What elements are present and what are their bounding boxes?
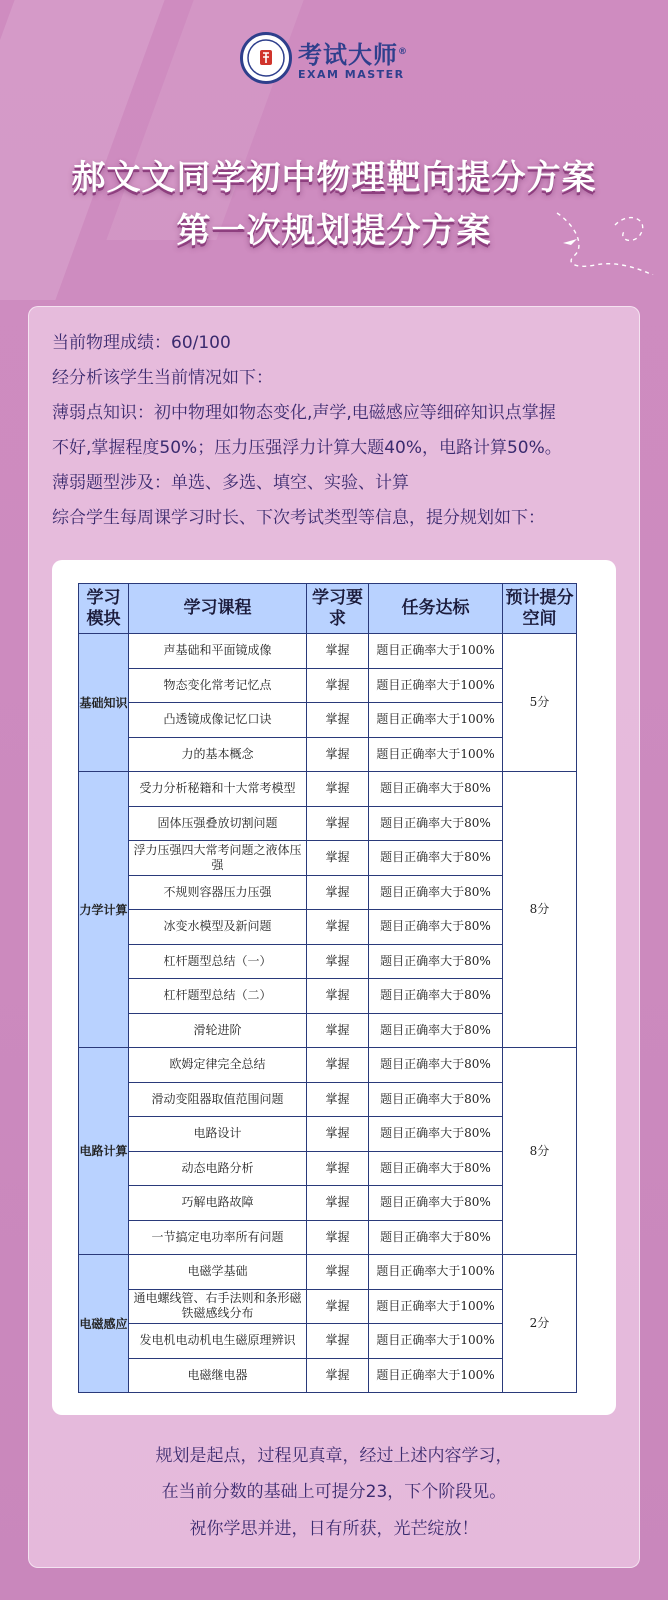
- table-row: [79, 1220, 577, 1255]
- module-cell: 电路计算: [79, 1048, 129, 1255]
- target-cell: 题目正确率大于100%: [369, 737, 503, 772]
- course-cell: 力的基本概念: [129, 737, 307, 772]
- target-cell: 题目正确率大于80%: [369, 1048, 503, 1083]
- course-cell: 杠杆题型总结（一）: [129, 944, 307, 979]
- analysis-heading: 经分析该学生当前情况如下：: [52, 368, 273, 388]
- requirement-cell: 掌握: [307, 1048, 369, 1083]
- course-cell: 固体压强叠放切割问题: [129, 806, 307, 841]
- closing-line-3: 祝你学思并进，日有所获，光芒绽放！: [189, 1519, 479, 1539]
- table-row: [79, 1151, 577, 1186]
- target-cell: 题目正确率大于80%: [369, 1117, 503, 1152]
- course-cell: 欧姆定律完全总结: [129, 1048, 307, 1083]
- weak-knowledge-line-1: 薄弱点知识：初中物理如物态变化,声学,电磁感应等细碎知识点掌握: [52, 403, 556, 423]
- requirement-cell: 掌握: [307, 1117, 369, 1152]
- table-row: [79, 1013, 577, 1048]
- target-cell: 题目正确率大于80%: [369, 841, 503, 876]
- table-row: [79, 772, 577, 807]
- table-row: [79, 1117, 577, 1152]
- course-cell: 凸透镜成像记忆口诀: [129, 703, 307, 738]
- student-analysis: [52, 326, 632, 536]
- requirement-cell: 掌握: [307, 806, 369, 841]
- paper-plane-icon: [555, 205, 655, 275]
- closing-line-1: 规划是起点，过程见真章，经过上述内容学习，: [155, 1446, 513, 1466]
- gain-cell: 5分: [503, 634, 577, 772]
- target-cell: 题目正确率大于100%: [369, 703, 503, 738]
- weak-question-types: 薄弱题型涉及：单选、多选、填空、实验、计算: [52, 473, 409, 493]
- course-cell: 受力分析秘籍和十大常考模型: [129, 772, 307, 807]
- course-cell: 物态变化常考记忆点: [129, 668, 307, 703]
- header-target: 任务达标: [369, 584, 503, 634]
- course-cell: 动态电路分析: [129, 1151, 307, 1186]
- requirement-cell: 掌握: [307, 1013, 369, 1048]
- course-cell: 浮力压强四大常考问题之液体压强: [129, 841, 307, 876]
- study-plan-table: [78, 583, 577, 1393]
- brand-name-en: EXAM MASTER: [298, 68, 405, 81]
- gain-cell: 2分: [503, 1255, 577, 1393]
- course-cell: 电磁学基础: [129, 1255, 307, 1290]
- target-cell: 题目正确率大于80%: [369, 1013, 503, 1048]
- table-row: [79, 1255, 577, 1290]
- target-cell: 题目正确率大于80%: [369, 1151, 503, 1186]
- course-cell: 声基础和平面镜成像: [129, 634, 307, 669]
- header-module: 学习模块: [79, 584, 129, 634]
- course-cell: 发电机电动机电生磁原理辨识: [129, 1324, 307, 1359]
- requirement-cell: 掌握: [307, 979, 369, 1014]
- table-row: [79, 910, 577, 945]
- page-subtitle: 第一次规划提分方案: [176, 211, 492, 251]
- target-cell: 题目正确率大于100%: [369, 1289, 503, 1324]
- requirement-cell: 掌握: [307, 944, 369, 979]
- header-gain: 预计提分空间: [503, 584, 577, 634]
- closing-line-2: 在当前分数的基础上可提分23，下个阶段见。: [161, 1482, 507, 1502]
- requirement-cell: 掌握: [307, 1151, 369, 1186]
- course-cell: 不规则容器压力压强: [129, 875, 307, 910]
- target-cell: 题目正确率大于80%: [369, 944, 503, 979]
- course-cell: 杠杆题型总结（二）: [129, 979, 307, 1014]
- target-cell: 题目正确率大于80%: [369, 772, 503, 807]
- requirement-cell: 掌握: [307, 1358, 369, 1393]
- course-cell: 滑动变阻器取值范围问题: [129, 1082, 307, 1117]
- course-cell: 电路设计: [129, 1117, 307, 1152]
- table-row: [79, 703, 577, 738]
- table-row: [79, 944, 577, 979]
- course-cell: 电磁继电器: [129, 1358, 307, 1393]
- table-row: [79, 806, 577, 841]
- table-row: [79, 668, 577, 703]
- requirement-cell: 掌握: [307, 1324, 369, 1359]
- table-row: [79, 737, 577, 772]
- module-cell: 基础知识: [79, 634, 129, 772]
- table-row: [79, 979, 577, 1014]
- table-row: [79, 875, 577, 910]
- target-cell: 题目正确率大于80%: [369, 806, 503, 841]
- course-cell: 通电螺线管、右手法则和条形磁铁磁感线分布: [129, 1289, 307, 1324]
- current-score: 当前物理成绩：60/100: [52, 333, 231, 353]
- target-cell: 题目正确率大于100%: [369, 1358, 503, 1393]
- table-row: [79, 1048, 577, 1083]
- target-cell: 题目正确率大于100%: [369, 1324, 503, 1359]
- course-cell: 冰变水模型及新问题: [129, 910, 307, 945]
- target-cell: 题目正确率大于100%: [369, 634, 503, 669]
- requirement-cell: 掌握: [307, 875, 369, 910]
- requirement-cell: 掌握: [307, 668, 369, 703]
- table-row: [79, 1186, 577, 1221]
- requirement-cell: 掌握: [307, 841, 369, 876]
- target-cell: 题目正确率大于100%: [369, 668, 503, 703]
- course-cell: 滑轮进阶: [129, 1013, 307, 1048]
- requirement-cell: 掌握: [307, 1186, 369, 1221]
- module-cell: 电磁感应: [79, 1255, 129, 1393]
- requirement-cell: 掌握: [307, 703, 369, 738]
- requirement-cell: 掌握: [307, 1255, 369, 1290]
- table-row: [79, 1082, 577, 1117]
- page-title: 郝文文同学初中物理靶向提分方案: [71, 158, 597, 198]
- target-cell: 题目正确率大于80%: [369, 1220, 503, 1255]
- target-cell: 题目正确率大于80%: [369, 1082, 503, 1117]
- table-row: [79, 841, 577, 876]
- gain-cell: 8分: [503, 1048, 577, 1255]
- study-plan-body: [79, 634, 577, 1393]
- weak-knowledge-line-2: 不好,掌握程度50%；压力压强浮力计算大题40%，电路计算50%。: [52, 438, 562, 458]
- target-cell: 题目正确率大于80%: [369, 910, 503, 945]
- target-cell: 题目正确率大于80%: [369, 979, 503, 1014]
- target-cell: 题目正确率大于80%: [369, 1186, 503, 1221]
- requirement-cell: 掌握: [307, 1289, 369, 1324]
- gain-cell: 8分: [503, 772, 577, 1048]
- table-row: [79, 634, 577, 669]
- course-cell: 一节搞定电功率所有问题: [129, 1220, 307, 1255]
- plan-summary: 综合学生每周课学习时长、下次考试类型等信息，提分规划如下：: [52, 508, 545, 528]
- brand-seal-icon: [240, 32, 292, 84]
- target-cell: 题目正确率大于80%: [369, 875, 503, 910]
- requirement-cell: 掌握: [307, 1082, 369, 1117]
- requirement-cell: 掌握: [307, 772, 369, 807]
- module-cell: 力学计算: [79, 772, 129, 1048]
- header-course: 学习课程: [129, 584, 307, 634]
- header-requirement: 学习要求: [307, 584, 369, 634]
- table-row: [79, 1289, 577, 1324]
- requirement-cell: 掌握: [307, 737, 369, 772]
- brand-name: 考试大师: [298, 41, 398, 69]
- registered-mark: ®: [398, 47, 408, 57]
- table-row: [79, 1324, 577, 1359]
- brand-logo: [240, 30, 408, 86]
- table-row: [79, 1358, 577, 1393]
- course-cell: 巧解电路故障: [129, 1186, 307, 1221]
- target-cell: 题目正确率大于100%: [369, 1255, 503, 1290]
- requirement-cell: 掌握: [307, 1220, 369, 1255]
- requirement-cell: 掌握: [307, 910, 369, 945]
- requirement-cell: 掌握: [307, 634, 369, 669]
